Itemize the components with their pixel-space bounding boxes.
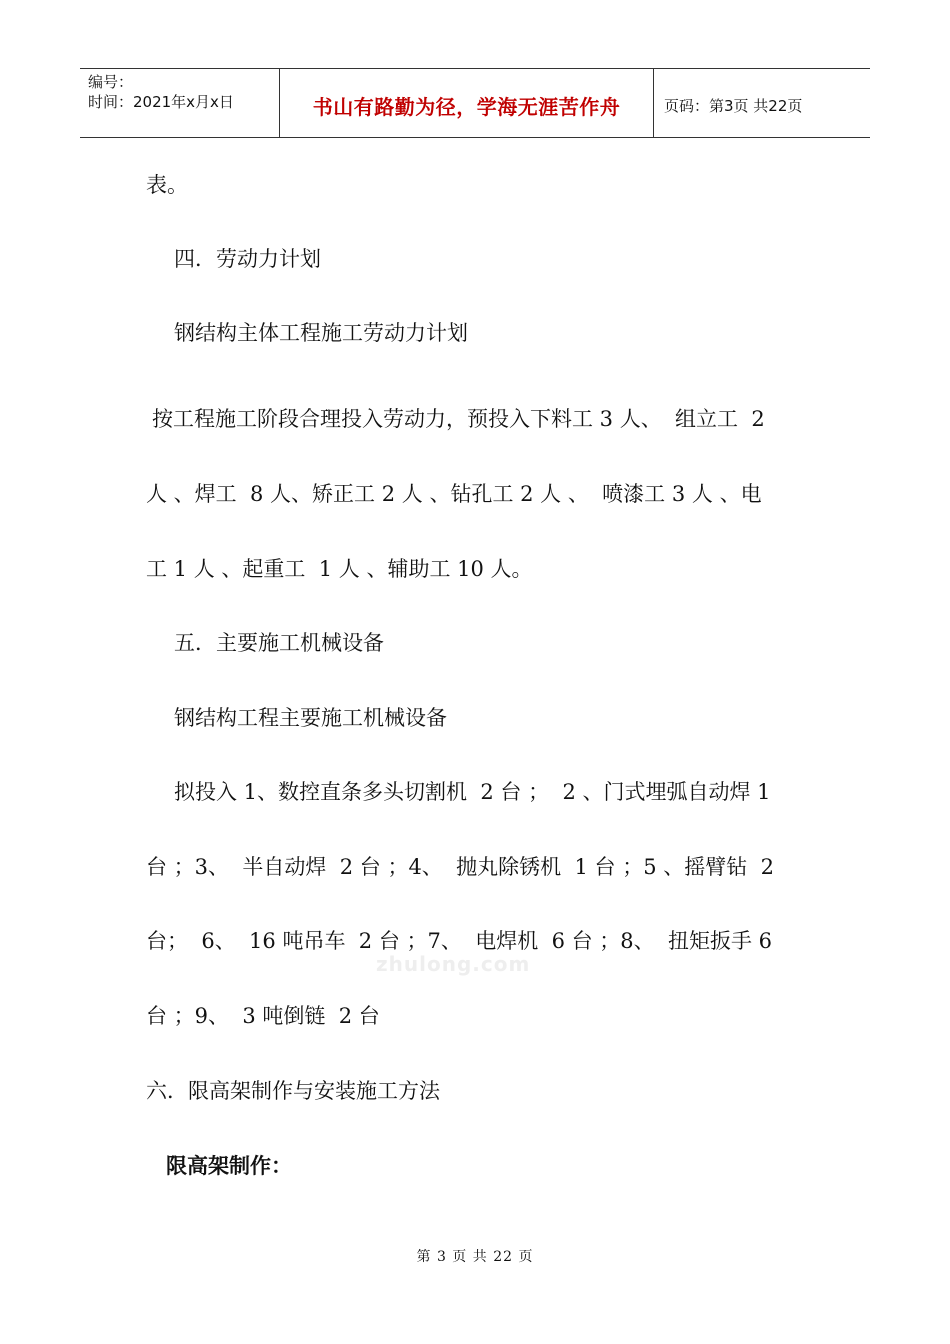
text-line-labor-3: 工 1 人 、起重工 1 人 、辅助工 10 人。 [146,557,533,581]
watermark: zhulong.com [376,952,531,976]
text-line-equipment-1: 拟投入 1、数控直条多头切割机 2 台 ； 2 、门式埋弧自动焊 1 [174,780,771,804]
subheading-frame-fabrication: 限高架制作： [166,1154,292,1178]
header-table [80,68,870,138]
header-meta-cell [80,69,280,137]
subheading-labor-plan: 钢结构主体工程施工劳动力计划 [174,321,468,345]
text-line-equipment-2: 台 ；3、 半自动焊 2 台 ；4、 抛丸除锈机 1 台 ；5 、摇臂钻 2 [146,855,774,879]
header-page-info: 页码：第3页 共22页 [664,96,803,115]
section-heading-4: 四．劳动力计划 [174,247,321,271]
section-heading-5: 五．主要施工机械设备 [174,631,384,655]
page-footer: 第 3 页 共 22 页 [416,1249,534,1265]
text-line-equipment-3: 台； 6、 16 吨吊车 2 台 ；7、 电焊机 6 台 ；8、 扭矩扳手 6 [146,929,773,953]
text-line-1: 表。 [146,173,188,197]
text-line-labor-2: 人 、焊工 8 人、矫正工 2 人 、钻孔工 2 人 、 喷漆工 3 人 、电 [146,482,762,506]
document-number-label: 编号： [88,73,134,91]
document-time: 时间：2021年x月x日 [88,93,234,111]
subheading-equipment: 钢结构工程主要施工机械设备 [174,706,447,730]
text-line-labor-1: 按工程施工阶段合理投入劳动力，预投入下料工 3 人、 组立工 2 [152,407,765,431]
header-motto: 书山有路勤为径，学海无涯苦作舟 [280,69,654,137]
text-line-equipment-4: 台 ；9、 3 吨倒链 2 台 [146,1004,380,1028]
section-heading-6: 六．限高架制作与安装施工方法 [146,1079,440,1103]
